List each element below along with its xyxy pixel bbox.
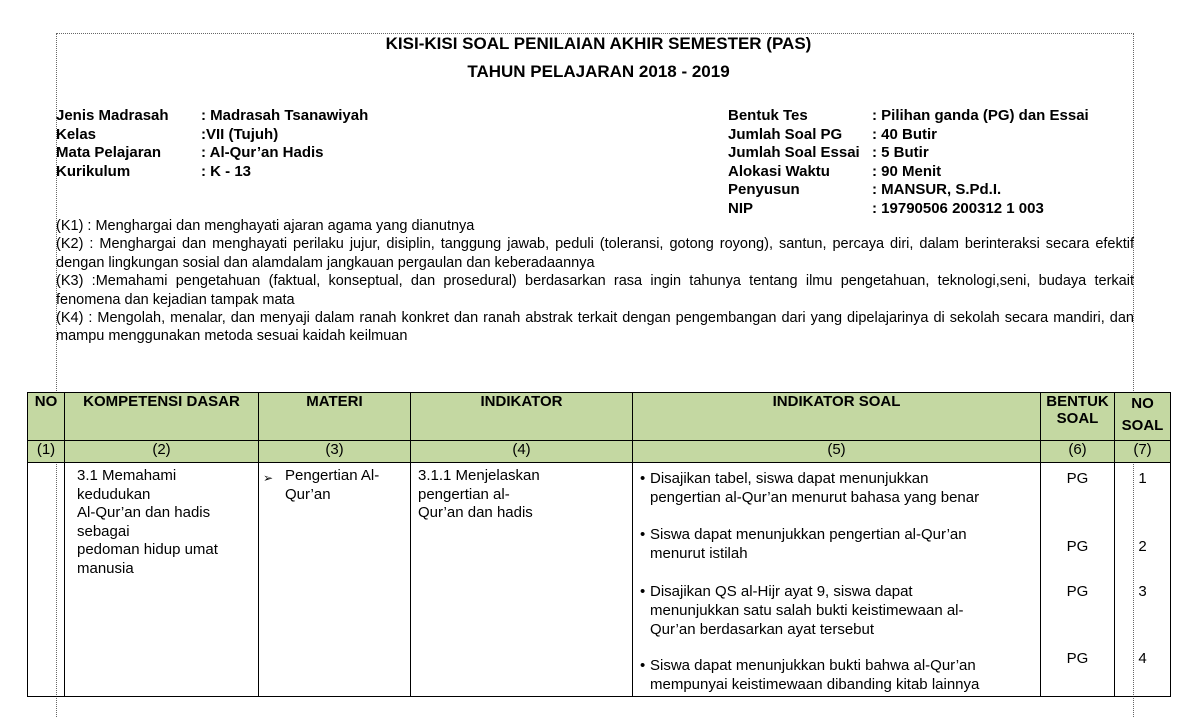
document-subtitle: TAHUN PELAJARAN 2018 - 2019 bbox=[467, 62, 730, 81]
header-kompetensi-dasar: KOMPETENSI DASAR bbox=[65, 393, 259, 441]
meta-row: Jumlah Soal PG : 40 Butir bbox=[728, 125, 938, 143]
cell-no bbox=[28, 463, 65, 697]
kisi-kisi-table bbox=[27, 392, 1171, 697]
meta-row: Bentuk Tes : Pilihan ganda (PG) dan Essai bbox=[728, 107, 1089, 124]
bentuk-value: PG bbox=[1066, 650, 1089, 667]
no-soal-value: 3 bbox=[1138, 583, 1147, 600]
column-number: (2) bbox=[65, 441, 259, 463]
meta-row: Alokasi Waktu : 90 Menit bbox=[728, 162, 942, 180]
cell-bentuk-soal bbox=[1041, 463, 1115, 697]
no-soal-value: 4 bbox=[1138, 650, 1147, 667]
list-item: • Siswa dapat menunjukkan pengertian al-Qur’an menurut istilah bbox=[640, 526, 967, 562]
ki-paragraph: (K1) : Menghargai dan menghayati ajaran agama yang dianutnya bbox=[56, 218, 475, 234]
column-number: (3) bbox=[259, 441, 411, 463]
bentuk-value: PG bbox=[1066, 583, 1089, 600]
bullet-icon: • bbox=[640, 657, 646, 674]
cell-materi: ➢ Pengertian Al- Qur’an bbox=[259, 463, 411, 697]
ki-paragraph: (K3) :Memahami pengetahuan (faktual, konseptual, dan prosedural) berdasarkan rasa ingin tahunya tentang ilmu pengetahuan, teknologi,seni, budaya terkait fenomena dan kejadian tampak mata bbox=[56, 273, 1134, 308]
meta-row: Jenis Madrasah : Madrasah Tsanawiyah bbox=[56, 107, 369, 124]
header-materi: MATERI bbox=[259, 393, 411, 441]
column-number: (5) bbox=[633, 441, 1041, 463]
meta-row: Kelas :VII (Tujuh) bbox=[56, 125, 279, 143]
ki-paragraph: (K2) : Menghargai dan menghayati perilaku jujur, disiplin, tanggung jawab, peduli (toleransi, gotong royong), santun, percaya diri, dalam berinteraksi secara efektif dengan lingkungan sosial dan alamdalam jangkauan pergaulan dan keberadaannya bbox=[56, 236, 1134, 271]
meta-row: Penyusun : MANSUR, S.Pd.I. bbox=[728, 181, 1002, 198]
list-item: • Siswa dapat menunjukkan bukti bahwa al-Qur’an mempunyai keistimewaan dibanding kitab lainnya bbox=[640, 657, 980, 693]
list-item: • Disajikan tabel, siswa dapat menunjukkan pengertian al-Qur’an menurut bahasa yang benar bbox=[640, 470, 980, 506]
header-indikator-soal: INDIKATOR SOAL bbox=[633, 393, 1041, 441]
bullet-icon: • bbox=[640, 526, 646, 543]
document-title: KISI-KISI SOAL PENILAIAN AKHIR SEMESTER (PAS) bbox=[385, 34, 812, 53]
list-item: • Disajikan QS al-Hijr ayat 9, siswa dapat menunjukkan satu salah bukti keistimewaan al- Qur’an berdasarkan ayat tersebut bbox=[640, 583, 964, 638]
column-number-row bbox=[28, 441, 1171, 463]
no-soal-value: 1 bbox=[1138, 470, 1147, 487]
cell-indikator-soal bbox=[633, 463, 1041, 697]
bentuk-value: PG bbox=[1066, 538, 1089, 555]
kompetensi-inti bbox=[56, 217, 1134, 346]
meta-row: Mata Pelajaran : Al-Qur’an Hadis bbox=[56, 144, 324, 161]
meta-row: NIP : 19790506 200312 1 003 bbox=[728, 199, 1044, 217]
column-number: (6) bbox=[1041, 441, 1115, 463]
header-indikator: INDIKATOR bbox=[411, 393, 633, 441]
header-no-soal: NO SOAL bbox=[1115, 393, 1171, 441]
header-bentuk-soal: BENTUK SOAL bbox=[1041, 393, 1115, 441]
column-number: (4) bbox=[411, 441, 633, 463]
bullet-icon: • bbox=[640, 470, 646, 487]
arrow-bullet-icon: ➢ bbox=[263, 471, 274, 485]
cell-indikator: 3.1.1 Menjelaskan pengertian al- Qur’an dan hadis bbox=[411, 463, 633, 697]
meta-right bbox=[728, 107, 1089, 218]
meta-row: Jumlah Soal Essai : 5 Butir bbox=[728, 144, 929, 161]
table-row bbox=[28, 463, 1171, 697]
meta-left bbox=[56, 107, 368, 181]
column-number: (1) bbox=[28, 441, 65, 463]
cell-no-soal bbox=[1115, 463, 1171, 697]
ki-paragraph: (K4) : Mengolah, menalar, dan menyaji dalam ranah konkret dan ranah abstrak terkait dengan pengembangan dari yang dipelajarinya di sekolah secara mandiri, dan mampu menggunakan metoda sesuai kaidah keilmuan bbox=[56, 310, 1134, 345]
bentuk-value: PG bbox=[1066, 470, 1089, 487]
table-header-row bbox=[28, 393, 1171, 441]
no-soal-value: 2 bbox=[1138, 538, 1147, 555]
column-number: (7) bbox=[1115, 441, 1171, 463]
meta-row: Kurikulum : K - 13 bbox=[56, 162, 252, 180]
bullet-icon: • bbox=[640, 583, 646, 600]
cell-kompetensi-dasar: 3.1 Memahami kedudukan Al-Qur’an dan hadis sebagai pedoman hidup umat manusia bbox=[65, 463, 259, 697]
header-no: NO bbox=[28, 393, 65, 441]
